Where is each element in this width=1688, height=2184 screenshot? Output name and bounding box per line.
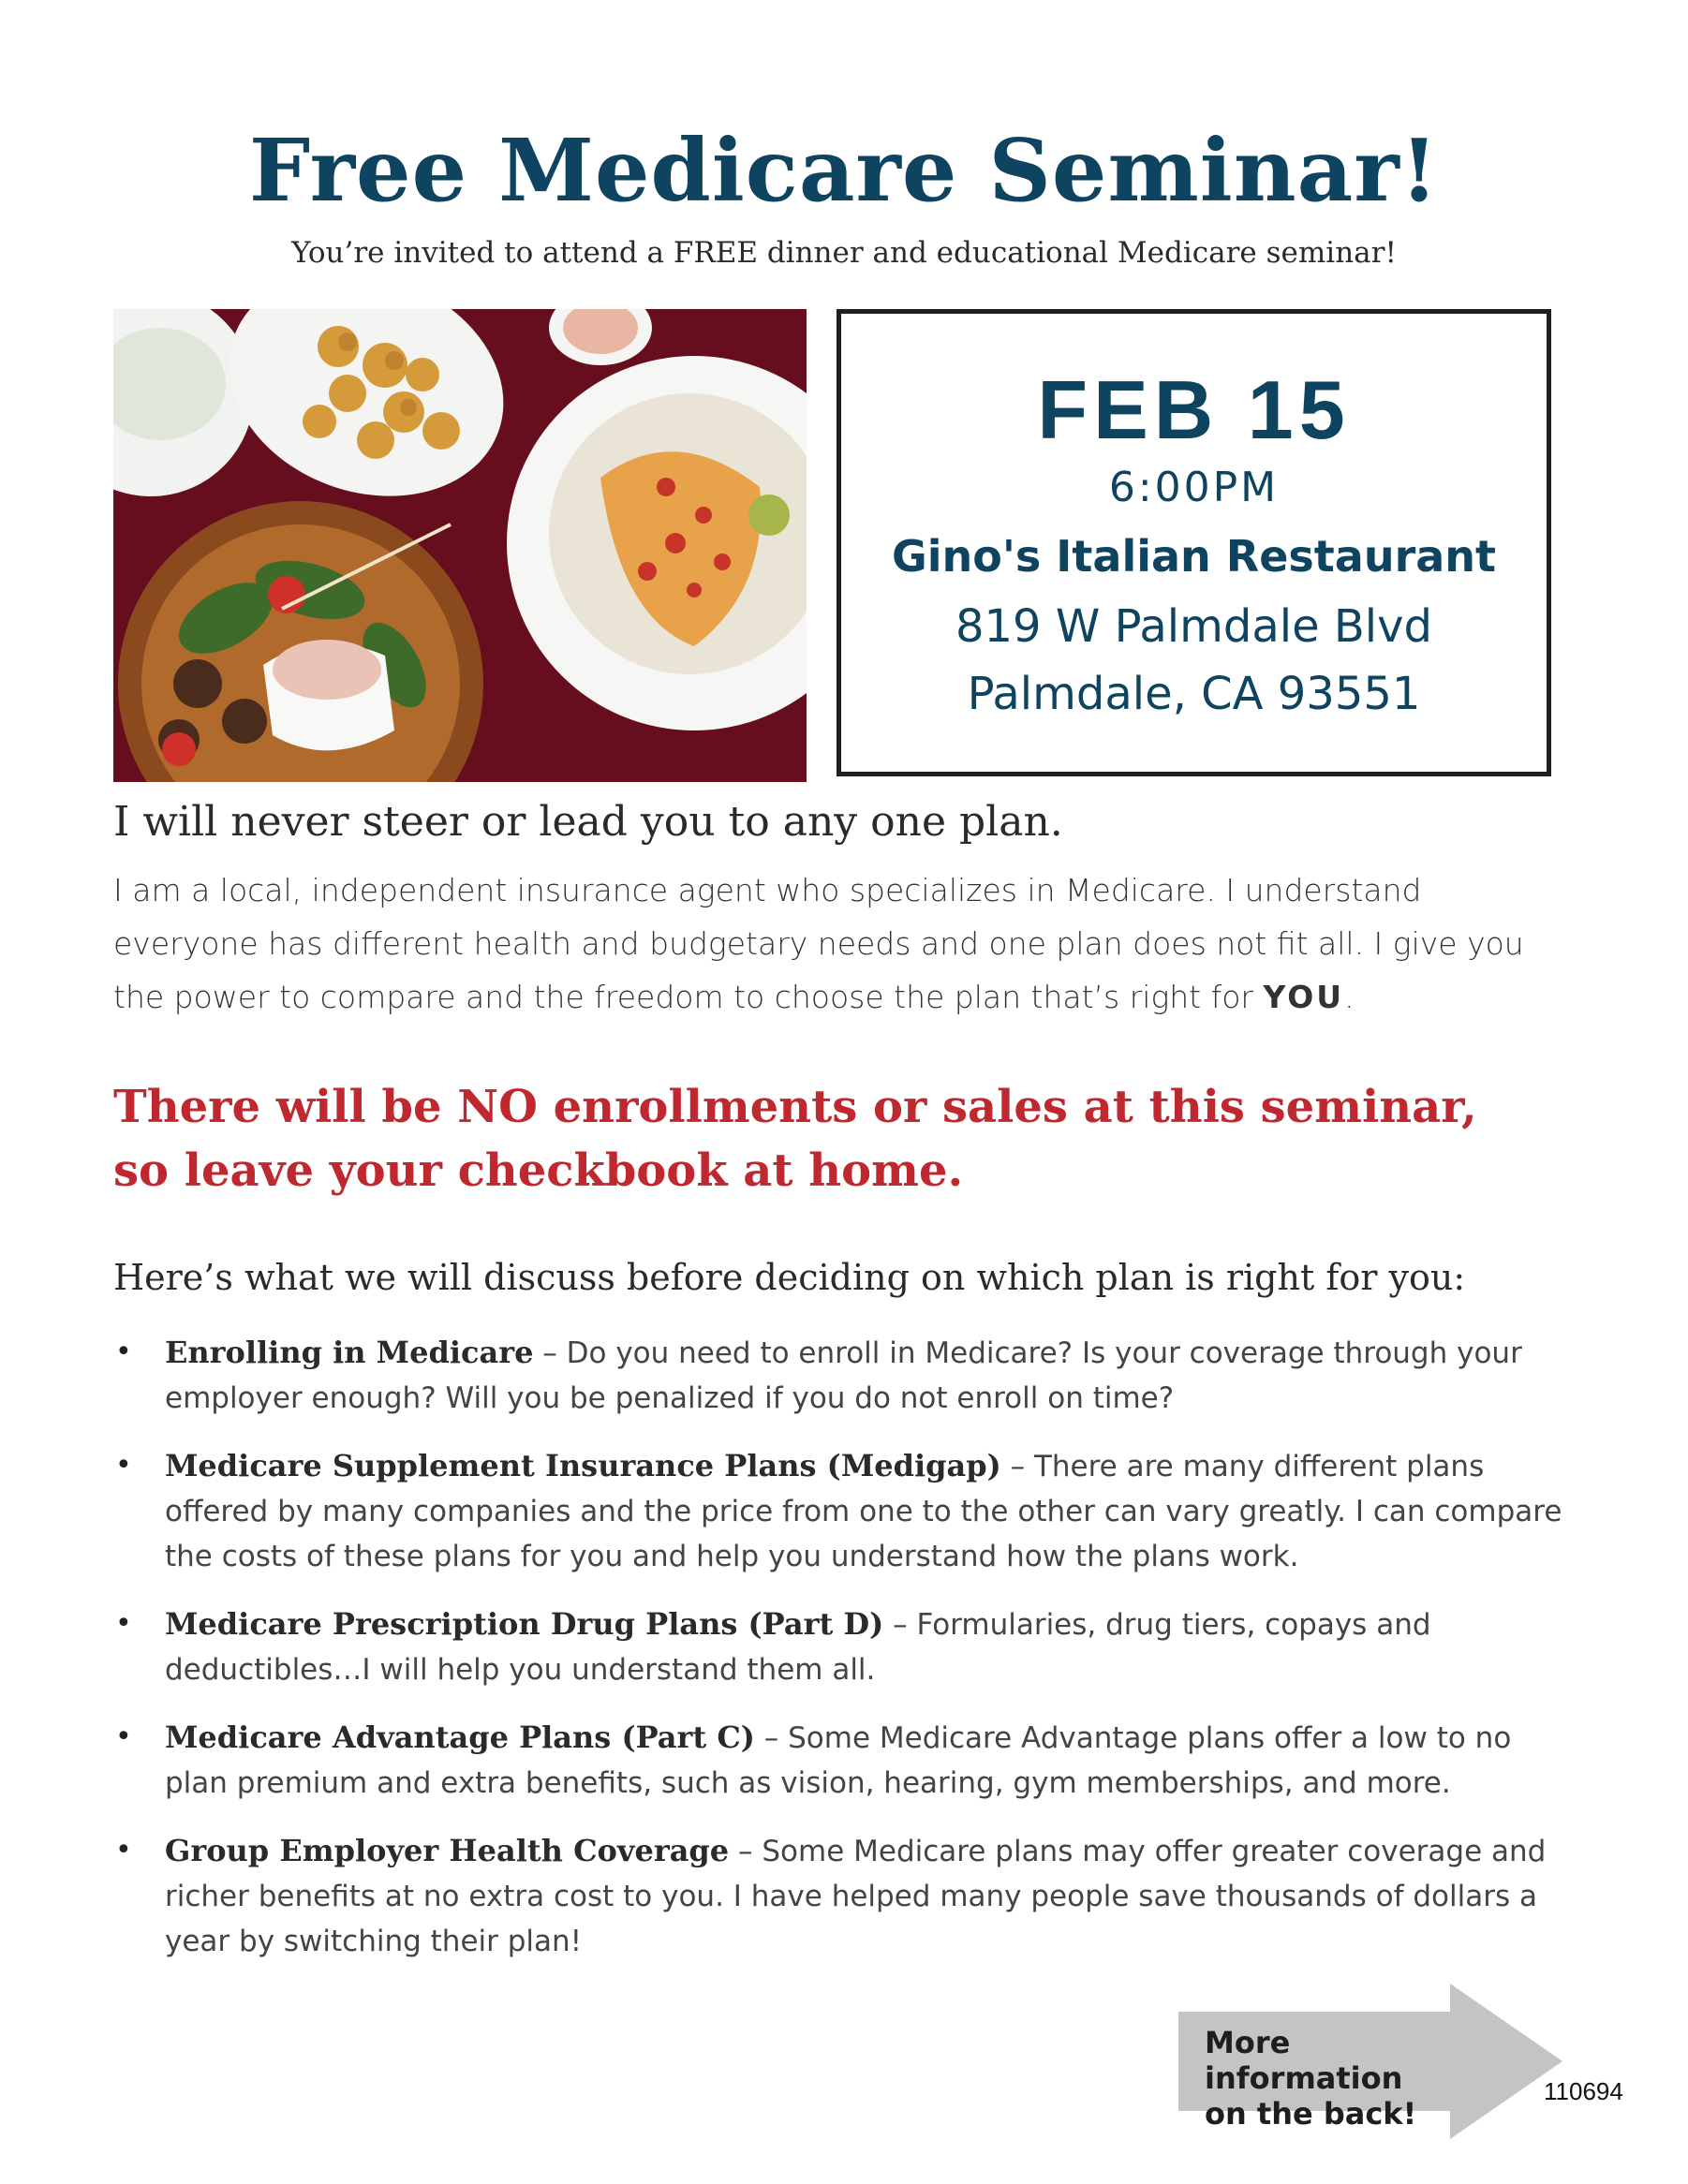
list-item bbox=[113, 1330, 1575, 1421]
list-item bbox=[113, 1443, 1575, 1579]
event-venue: Gino's Italian Restaurant bbox=[891, 531, 1497, 582]
event-time: 6:00PM bbox=[1108, 464, 1280, 511]
document-code: 110694 bbox=[1544, 2077, 1623, 2105]
topic-text: – There are many different plans offered by many companies and the price from one to the other can vary greatly. I can compare the costs of these plans for you and help you understand how the plans work. bbox=[165, 1450, 1562, 1573]
page-title: Free Medicare Seminar! bbox=[248, 120, 1440, 221]
bullet-icon: • bbox=[115, 1335, 132, 1368]
bullet-icon: • bbox=[115, 1449, 132, 1482]
topic-title: Medicare Supplement Insurance Plans (Medigap) bbox=[165, 1448, 1001, 1483]
topic-text: – Some Medicare plans may offer greater coverage and richer benefits at no extra cost to you. I have helped many people save thousands of dollars a year by switching their plan! bbox=[165, 1835, 1547, 1958]
no-sales-notice bbox=[113, 1075, 1612, 1203]
topic-text: – Some Medicare Advantage plans offer a low to no plan premium and extra benefits, such as vision, hearing, gym memberships, and more. bbox=[165, 1721, 1512, 1800]
topic-text: – Formularies, drug tiers, copays and deductibles…I will help you understand them all. bbox=[165, 1608, 1431, 1687]
dinner-food-photo bbox=[113, 309, 807, 782]
list-item bbox=[113, 1715, 1575, 1806]
page-subtitle: You’re invited to attend a FREE dinner and educational Medicare seminar! bbox=[291, 236, 1397, 270]
event-date: FEB 15 bbox=[1037, 363, 1351, 456]
topic-title: Medicare Advantage Plans (Part C) bbox=[165, 1719, 755, 1755]
intro-heading: I will never steer or lead you to any one plan. bbox=[113, 798, 1063, 846]
intro-end: . bbox=[1344, 979, 1355, 1015]
bullet-icon: • bbox=[115, 1720, 132, 1753]
more-info-callout bbox=[1205, 2025, 1486, 2132]
discussion-heading: Here’s what we will discuss before deciding on which plan is right for you: bbox=[113, 1257, 1466, 1298]
topic-title: Group Employer Health Coverage bbox=[165, 1833, 730, 1868]
topic-title: Enrolling in Medicare bbox=[165, 1335, 534, 1370]
discussion-topic-list bbox=[113, 1330, 1575, 1986]
intro-body: I am a local, independent insurance agent who specializes in Medicare. I understand everyone has different health and budgetary needs and one plan does not fit all. I give you the power to compare and the freedom to choose the plan that’s right for bbox=[113, 872, 1524, 1015]
more-info-line2: on the back! bbox=[1205, 2096, 1417, 2132]
event-details-box bbox=[837, 309, 1551, 776]
list-item bbox=[113, 1601, 1575, 1692]
topic-text: – Do you need to enroll in Medicare? Is your coverage through your employer enough? Will you be penalized if you do not enroll on time? bbox=[165, 1336, 1522, 1415]
list-item bbox=[113, 1828, 1575, 1964]
more-info-line1: More information bbox=[1205, 2025, 1403, 2096]
intro-paragraph bbox=[113, 863, 1575, 1024]
bullet-icon: • bbox=[115, 1834, 132, 1867]
event-address-line1: 819 W Palmdale Blvd bbox=[955, 600, 1433, 653]
bullet-icon: • bbox=[115, 1607, 132, 1640]
topic-title: Medicare Prescription Drug Plans (Part D) bbox=[165, 1606, 884, 1642]
notice-line2: so leave your checkbook at home. bbox=[113, 1144, 964, 1197]
notice-line1: There will be NO enrollments or sales at this seminar, bbox=[113, 1081, 1477, 1133]
event-address-line2: Palmdale, CA 93551 bbox=[967, 668, 1421, 720]
intro-emphasis: YOU bbox=[1263, 979, 1345, 1015]
food-illustration bbox=[113, 309, 807, 782]
